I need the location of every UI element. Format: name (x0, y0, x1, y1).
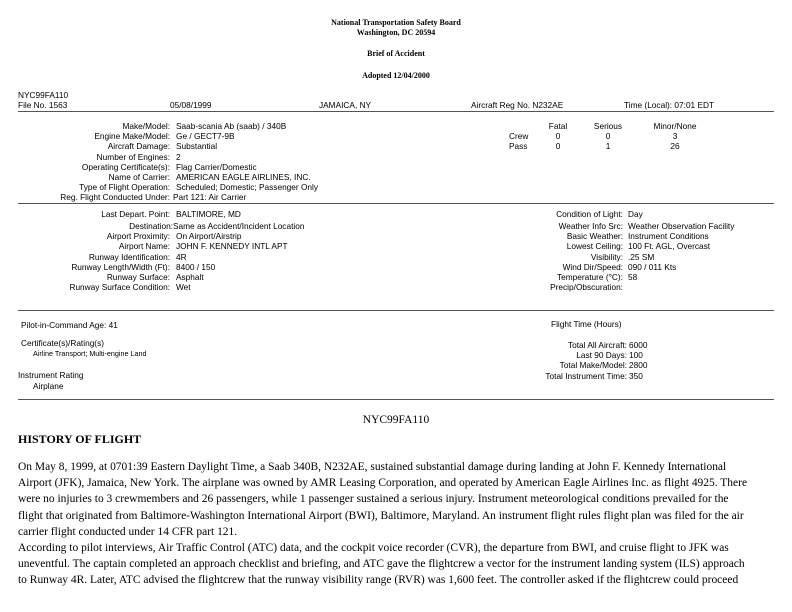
accident-date: 05/08/1999 (170, 100, 212, 110)
label-make-model: Make/Model: (122, 121, 170, 131)
value-runway-surface-condition: Wet (176, 282, 191, 293)
injury-header-serious: Serious (593, 121, 623, 131)
label-temperature: Temperature (°C): (556, 271, 623, 282)
flight-labels (18, 209, 173, 293)
label-aircraft-damage: Aircraft Damage: (107, 141, 170, 152)
label-weather-info-src: Weather Info Src: (558, 221, 623, 231)
value-lowest-ceiling: 100 Ft. AGL, Overcast (628, 241, 711, 252)
injury-header-minor-none: Minor/None (653, 121, 697, 131)
paragraph-line: flight that originated from Baltimore-Washington International Airport (BWI), Baltimore, Maryland. An instrument flight rules flight plan was filed for the air (18, 509, 744, 522)
paragraph-line: According to pilot interviews, Air Traffic Control (ATC) data, and the cockpit voice recorder (CVR), the departure from BWI, and cruise flight to JFK was (18, 542, 729, 554)
value-carrier-name: AMERICAN EAGLE AIRLINES, INC. (176, 171, 311, 182)
instrument-rating-value: Airplane (33, 381, 64, 391)
paragraph-line: Airport (JFK), Jamaica, New York. The airplane was owned by AMR Leasing Corporation, and operated by American Eagle Airlines Inc. as flight 4925. There (18, 477, 748, 490)
value-last-depart-point: BALTIMORE, MD (176, 209, 241, 219)
file-number: File No. 1563 (18, 100, 68, 110)
label-destination: Destination: (129, 221, 173, 231)
label-basic-weather: Basic Weather: (566, 231, 623, 242)
label-runway-length-width: Runway Length/Width (Ft): (71, 261, 170, 272)
injury-crew-fatal: 0 (555, 131, 561, 141)
flight-time-labels (520, 340, 627, 381)
case-id: NYC99FA110 (18, 90, 69, 100)
label-total-all-aircraft: Total All Aircraft: (567, 340, 627, 350)
value-destination: Same as Accident/Incident Location (173, 221, 305, 231)
value-operating-certificates: Flag Carrier/Domestic (176, 161, 257, 172)
label-lowest-ceiling: Lowest Ceiling: (566, 241, 623, 252)
value-airport-proximity: On Airport/Airstrip (176, 231, 242, 242)
narrative-paragraph-1 (18, 459, 788, 540)
accident-location: JAMAICA, NY (319, 100, 372, 110)
value-precip-obscuration (628, 282, 778, 292)
value-wind-dir-speed: 090 / 011 Kts (628, 261, 677, 272)
value-basic-weather: Instrument Conditions (628, 231, 709, 242)
aircraft-labels (18, 121, 170, 203)
value-runway-surface: Asphalt (176, 271, 204, 282)
certificates-value: Airline Transport; Multi-engine Land (33, 349, 147, 358)
injury-header-fatal: Fatal (548, 121, 568, 131)
injury-row-label-pass: Pass (509, 141, 528, 151)
paragraph-line: uneventful. The captain completed an approach checklist and briefing, and ATC gave the flightcrew a vector for the instrument landing system (ILS) approach (18, 558, 745, 571)
label-flight-operation-type: Type of Flight Operation: (79, 182, 170, 193)
paragraph-line: to Runway 4R. Later, ATC advised the flightcrew that the runway visibility range (RVR) was 1,600 feet. The controller asked if the flightcrew could proceed (18, 574, 739, 587)
label-runway-identification: Runway Identification: (88, 251, 170, 262)
narrative-paragraph-2 (18, 540, 788, 589)
injury-crew-serious: 0 (605, 131, 611, 141)
value-aircraft-damage: Substantial (176, 141, 218, 152)
value-total-all-aircraft: 6000 (629, 340, 648, 350)
value-weather-info-src: Weather Observation Facility (628, 221, 735, 231)
label-reg-flight-under: Reg. Flight Conducted Under: (60, 192, 170, 203)
weather-values (628, 209, 778, 292)
local-time: Time (Local): 07:01 EDT (624, 100, 715, 110)
injury-row-label-crew: Crew (509, 131, 529, 141)
injury-crew-minor-none: 3 (672, 131, 678, 141)
pilot-age: Pilot-in-Command Age: 41 (21, 320, 118, 330)
document-type: Brief of Accident (367, 49, 425, 58)
label-wind-dir-speed: Wind Dir/Speed: (562, 261, 623, 272)
value-airport-name: JOHN F. KENNEDY INTL APT (176, 241, 288, 252)
paragraph-line: On May 8, 1999, at 0701:39 Eastern Daylight Time, a Saab 340B, N232AE, sustained substantial damage during landing at John F. Kennedy International (18, 461, 727, 473)
divider (18, 111, 774, 112)
value-number-engines: 2 (176, 151, 181, 162)
injury-pass-fatal: 0 (555, 141, 561, 151)
divider (18, 399, 774, 400)
paragraph-line: were no injuries to 3 crewmembers and 26 passengers, while 1 passenger sustained a serious injury. Instrument meteorological conditions prevailed for the (18, 493, 729, 506)
value-temperature: 58 (628, 271, 638, 282)
value-runway-length-width: 8400 / 150 (176, 261, 216, 272)
value-runway-identification: 4R (176, 251, 187, 262)
label-last-depart-point: Last Depart. Point: (101, 209, 170, 219)
injury-pass-minor-none: 26 (670, 141, 680, 151)
flight-values (173, 209, 436, 293)
injury-pass-serious: 1 (605, 141, 611, 151)
adopted-date: Adopted 12/04/2000 (362, 71, 430, 80)
agency-location: Washington, DC 20594 (356, 28, 436, 37)
label-total-make-model: Total Make/Model: (559, 360, 627, 371)
instrument-rating-heading: Instrument Rating (18, 370, 84, 380)
label-runway-surface: Runway Surface: (106, 271, 170, 282)
certificates-heading: Certificate(s)/Rating(s) (21, 338, 104, 348)
agency-name: National Transportation Safety Board (331, 18, 461, 27)
aircraft-values (173, 121, 416, 203)
label-airport-proximity: Airport Proximity: (106, 231, 170, 242)
label-carrier-name: Name of Carrier: (108, 171, 170, 182)
label-airport-name: Airport Name: (118, 241, 170, 252)
divider (18, 203, 774, 204)
label-engine-make-model: Engine Make/Model: (94, 131, 170, 142)
value-reg-flight-under: Part 121: Air Carrier (173, 192, 247, 203)
label-operating-certificates: Operating Certificate(s): (81, 161, 170, 172)
value-last-90-days: 100 (629, 350, 643, 361)
value-visibility: .25 SM (628, 251, 655, 262)
label-condition-of-light: Condition of Light: (556, 209, 623, 219)
label-total-instrument-time: Total Instrument Time: (545, 370, 627, 381)
value-engine-make-model: Ge / GECT7-9B (176, 131, 235, 142)
value-condition-of-light: Day (628, 209, 643, 219)
history-of-flight-heading: HISTORY OF FLIGHT (18, 432, 142, 446)
label-number-engines: Number of Engines: (96, 151, 170, 162)
flight-time-heading: Flight Time (Hours) (551, 319, 622, 329)
label-visibility: Visibility: (590, 251, 623, 262)
value-make-model: Saab-scania Ab (saab) / 340B (176, 121, 287, 131)
flight-time-values (629, 340, 689, 381)
aircraft-reg-no: Aircraft Reg No. N232AE (471, 100, 564, 110)
value-total-instrument-time: 350 (629, 370, 643, 381)
narrative-case-id: NYC99FA110 (362, 414, 430, 426)
value-flight-operation-type: Scheduled; Domestic; Passenger Only (176, 182, 319, 193)
label-last-90-days: Last 90 Days: (576, 350, 627, 361)
divider (18, 310, 774, 311)
label-precip-obscuration: Precip/Obscuration: (550, 282, 623, 293)
label-runway-surface-condition: Runway Surface Condition: (69, 282, 170, 293)
weather-labels (510, 209, 623, 292)
value-total-make-model: 2800 (629, 360, 648, 371)
paragraph-line: carrier flight conducted under 14 CFR part 121. (18, 525, 238, 538)
